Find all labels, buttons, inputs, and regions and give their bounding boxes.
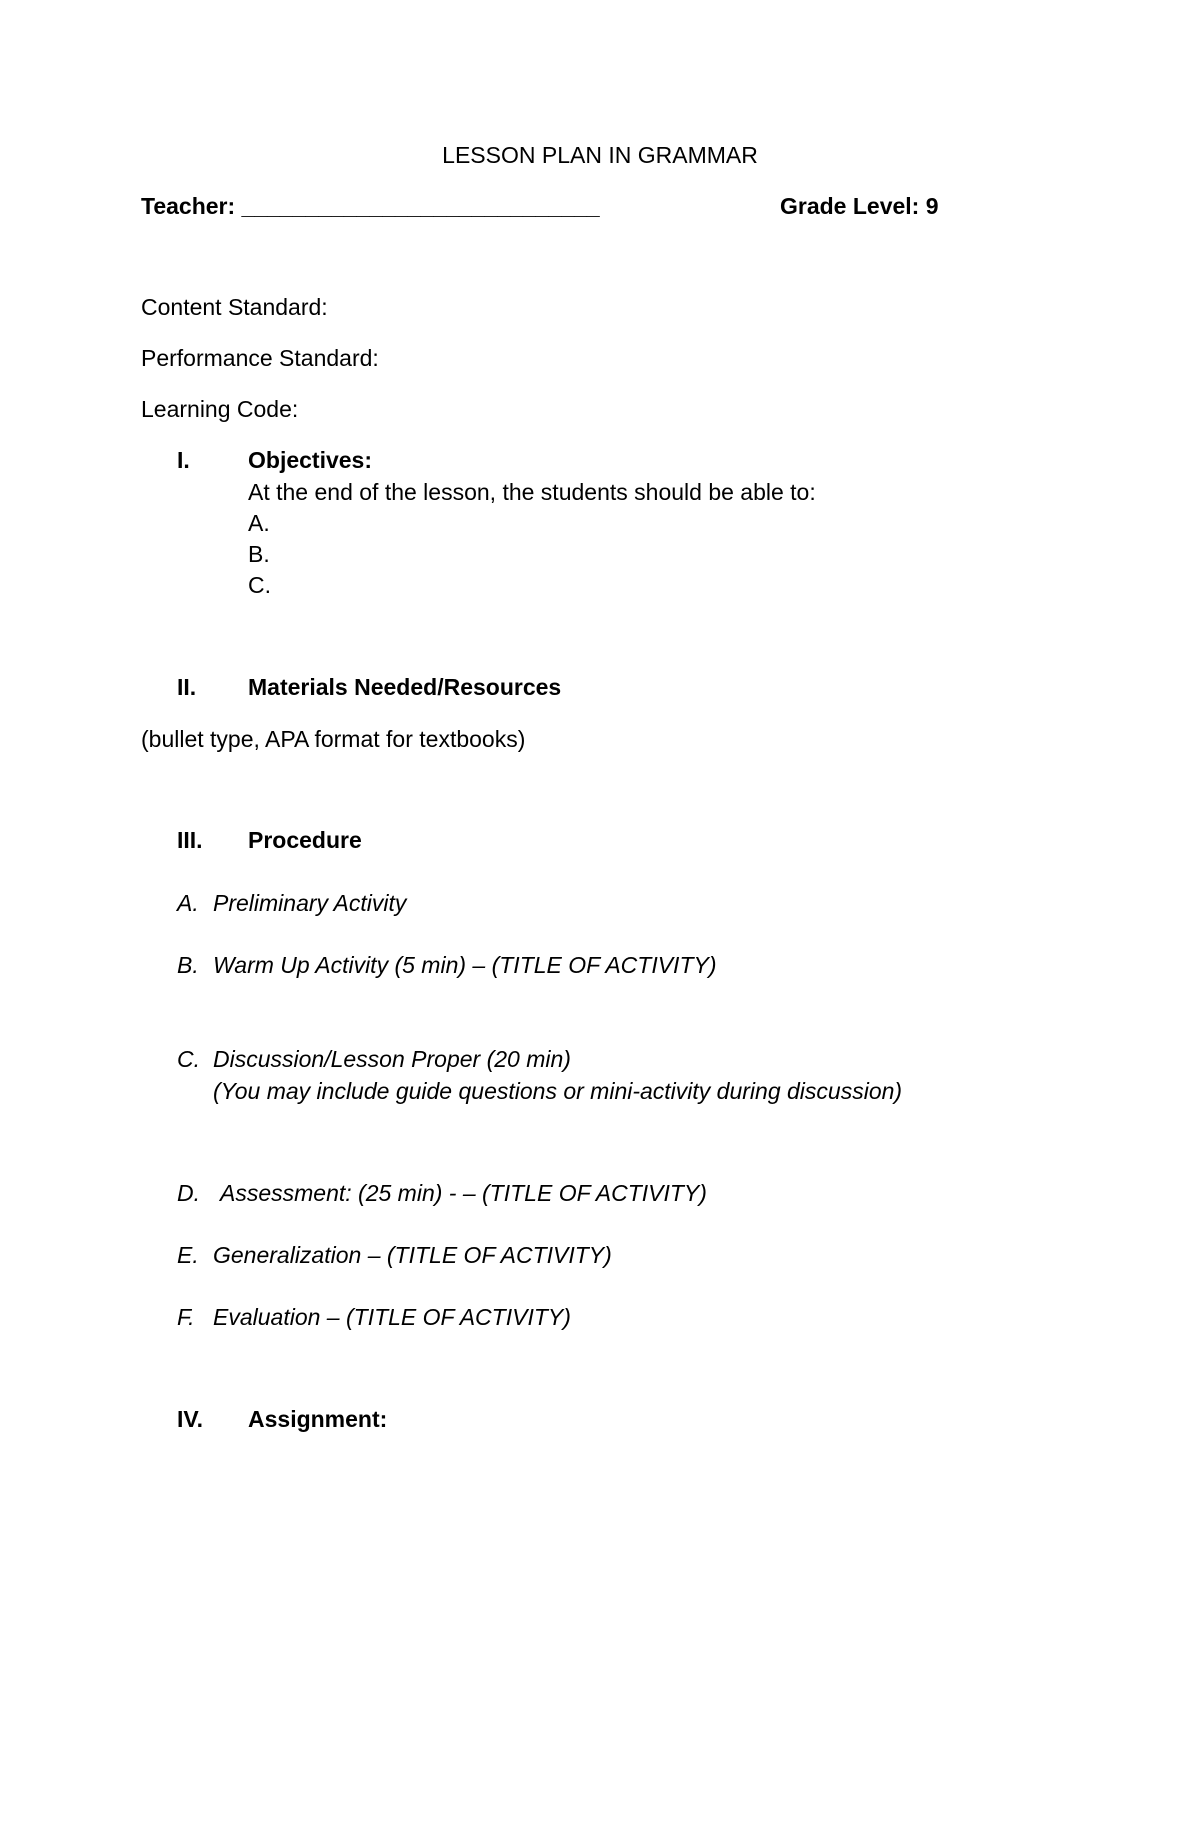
procedure-step-letter: D. [177, 1180, 200, 1206]
procedure-step-text: Assessment: (25 min) - – (TITLE OF ACTIVITY) [220, 1180, 707, 1206]
procedure-step-text: Evaluation – (TITLE OF ACTIVITY) [213, 1304, 571, 1330]
section-heading-assignment: Assignment: [248, 1406, 388, 1432]
procedure-step-text: Preliminary Activity [213, 890, 407, 916]
procedure-step-text: Discussion/Lesson Proper (20 min) [213, 1046, 571, 1072]
objective-item: A. [248, 510, 270, 536]
procedure-step-letter: E. [177, 1242, 199, 1268]
section-heading-objectives: Objectives: [248, 447, 372, 473]
procedure-step-text: Warm Up Activity (5 min) – (TITLE OF ACTIVITY) [213, 952, 717, 978]
learning-code-label: Learning Code: [141, 396, 299, 422]
materials-note: (bullet type, APA format for textbooks) [141, 726, 526, 752]
section-heading-procedure: Procedure [248, 827, 362, 853]
section-heading-materials: Materials Needed/Resources [248, 674, 562, 700]
section-numeral-procedure: III. [177, 827, 203, 853]
section-numeral-objectives: I. [177, 447, 190, 473]
section-numeral-materials: II. [177, 674, 197, 700]
section-numeral-assignment: IV. [177, 1406, 204, 1432]
procedure-step-letter: C. [177, 1046, 200, 1072]
procedure-step-letter: F. [177, 1304, 195, 1330]
content-standard-label: Content Standard: [141, 294, 328, 320]
objectives-intro: At the end of the lesson, the students should be able to: [248, 479, 816, 505]
objective-item: C. [248, 572, 271, 598]
objective-item: B. [248, 541, 270, 567]
teacher-label: Teacher: ____________________________ [141, 193, 600, 219]
procedure-step-letter: B. [177, 952, 199, 978]
procedure-step-letter: A. [177, 890, 199, 916]
procedure-step-text: Generalization – (TITLE OF ACTIVITY) [213, 1242, 612, 1268]
performance-standard-label: Performance Standard: [141, 345, 379, 371]
procedure-step-subtext: (You may include guide questions or mini-activity during discussion) [213, 1078, 903, 1104]
grade-level-label: Grade Level: 9 [780, 193, 939, 219]
page-title: LESSON PLAN IN GRAMMAR [442, 142, 758, 168]
